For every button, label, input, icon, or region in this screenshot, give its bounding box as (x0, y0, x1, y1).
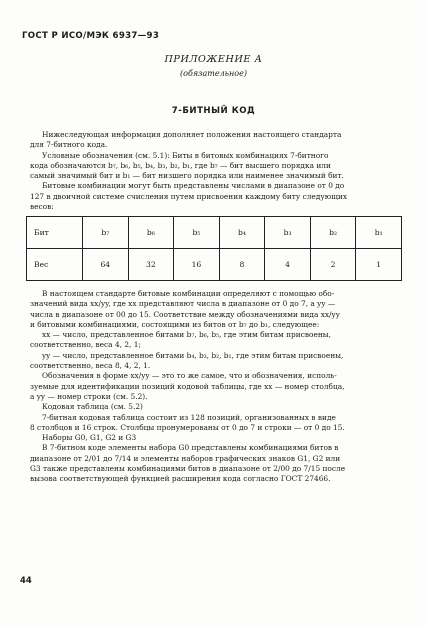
bit-cell: b₅ (174, 217, 220, 249)
table-row-weights (27, 249, 402, 281)
bit-cell: b₁ (356, 217, 402, 249)
table-row-bits (27, 217, 402, 249)
text-line: 7-битная кодовая таблица состоит из 128 позиций, организованных в виде (42, 412, 336, 422)
row-label-weight: Вес (27, 249, 83, 281)
text-line: 127 в двоичной системе счисления путем присвоения каждому биту следующих (30, 191, 348, 201)
bit-cell: b₇ (83, 217, 129, 249)
bit-weight-table (26, 216, 402, 281)
text-line: а yy — номер строки (см. 5.2). (30, 391, 148, 401)
text-line: Наборы G0, G1, G2 и G3 (42, 433, 137, 443)
bit-cell: b₂ (310, 217, 356, 249)
weight-cell: 2 (310, 249, 356, 281)
text-line: 8 столбцов и 16 строк. Столбцы пронумерованы от 0 до 7 и строки — от 0 до 15. (30, 422, 345, 432)
text-line: для 7-битного кода. (30, 140, 108, 150)
text-line: Условные обозначения (см. 5.1): Биты в битовых комбинациях 7-битного (42, 150, 329, 160)
document-header: ГОСТ Р ИСО/МЭК 6937—93 (22, 31, 160, 41)
text-line: yy — число, представленное битами b₄, b₃, b₂, b₁, где этим битам присвоены, (42, 350, 344, 360)
bit-cell: b₄ (219, 217, 265, 249)
text-line: Кодовая таблица (см. 5.2) (42, 402, 143, 412)
text-line: Обозначения в форме xx/yy — это то же самое, что и обозначения, исполь- (42, 371, 337, 381)
weight-cell: 16 (174, 249, 220, 281)
text-line: Битовые комбинации могут быть представлены числами в диапазоне от 0 до (42, 181, 345, 191)
weight-cell: 8 (219, 249, 265, 281)
page-number: 44 (20, 575, 32, 585)
text-line: G3 также представлены комбинациями битов в диапазоне от 2/00 до 7/15 после (30, 464, 346, 474)
text-line: значений вида xx/yy, где xx представляют числа в диапазоне от 0 до 7, а yy — (30, 299, 336, 309)
body-paragraphs (30, 289, 402, 485)
text-line: соответственно, веса 8, 4, 2, 1. (30, 361, 151, 371)
appendix-subtitle: (обязательное) (180, 69, 247, 78)
weight-cell: 32 (128, 249, 174, 281)
text-line: Нижеследующая информация дополняет положения настоящего стандарта (42, 130, 342, 139)
weight-cell: 4 (265, 249, 311, 281)
text-line: В 7-битном коде элементы набора G0 представлены комбинациями битов в (42, 443, 339, 453)
text-line: кода обозначаются b₇, b₆, b₅, b₄, b₃, b₂, b₁, где b₇ — бит высшего порядка или (30, 160, 331, 170)
text-line: вызова соответствующей функцией расширения кода согласно ГОСТ 27466. (30, 474, 331, 484)
text-line: зуемые для идентификации позиций кодовой таблицы, где xx — номер столбца, (30, 381, 345, 391)
intro-paragraphs (30, 130, 402, 212)
weight-cell: 1 (356, 249, 402, 281)
bit-cell: b₃ (265, 217, 311, 249)
row-label-bit: Бит (27, 217, 83, 249)
text-line: В настоящем стандарте битовые комбинации определяют с помощью обо- (42, 289, 335, 298)
text-line: соответственно, веса 4, 2, 1; (30, 340, 141, 350)
text-line: xx — число, представленное битами b₇, b₆, b₅, где этим битам присвоены, (42, 330, 331, 340)
appendix-title: ПРИЛОЖЕНИЕ А (164, 54, 263, 65)
bit-cell: b₆ (128, 217, 174, 249)
weight-cell: 64 (83, 249, 129, 281)
text-line: диапазоне от 2/01 до 7/14 и элементы наборов графических знаков G1, G2 или (30, 453, 341, 463)
section-title: 7-БИТНЫЙ КОД (171, 106, 256, 116)
text-line: числа в диапазоне от 00 до 15. Соответствие между обозначениями вида xx/yy (30, 309, 340, 319)
text-line: самый значимый бит и b₁ — бит низшего порядка или наименее значимый бит. (30, 171, 344, 181)
text-line: весов: (30, 202, 54, 212)
text-line: и битовыми комбинациями, состоящими из битов от b₇ до b₁, следующее: (30, 319, 320, 329)
